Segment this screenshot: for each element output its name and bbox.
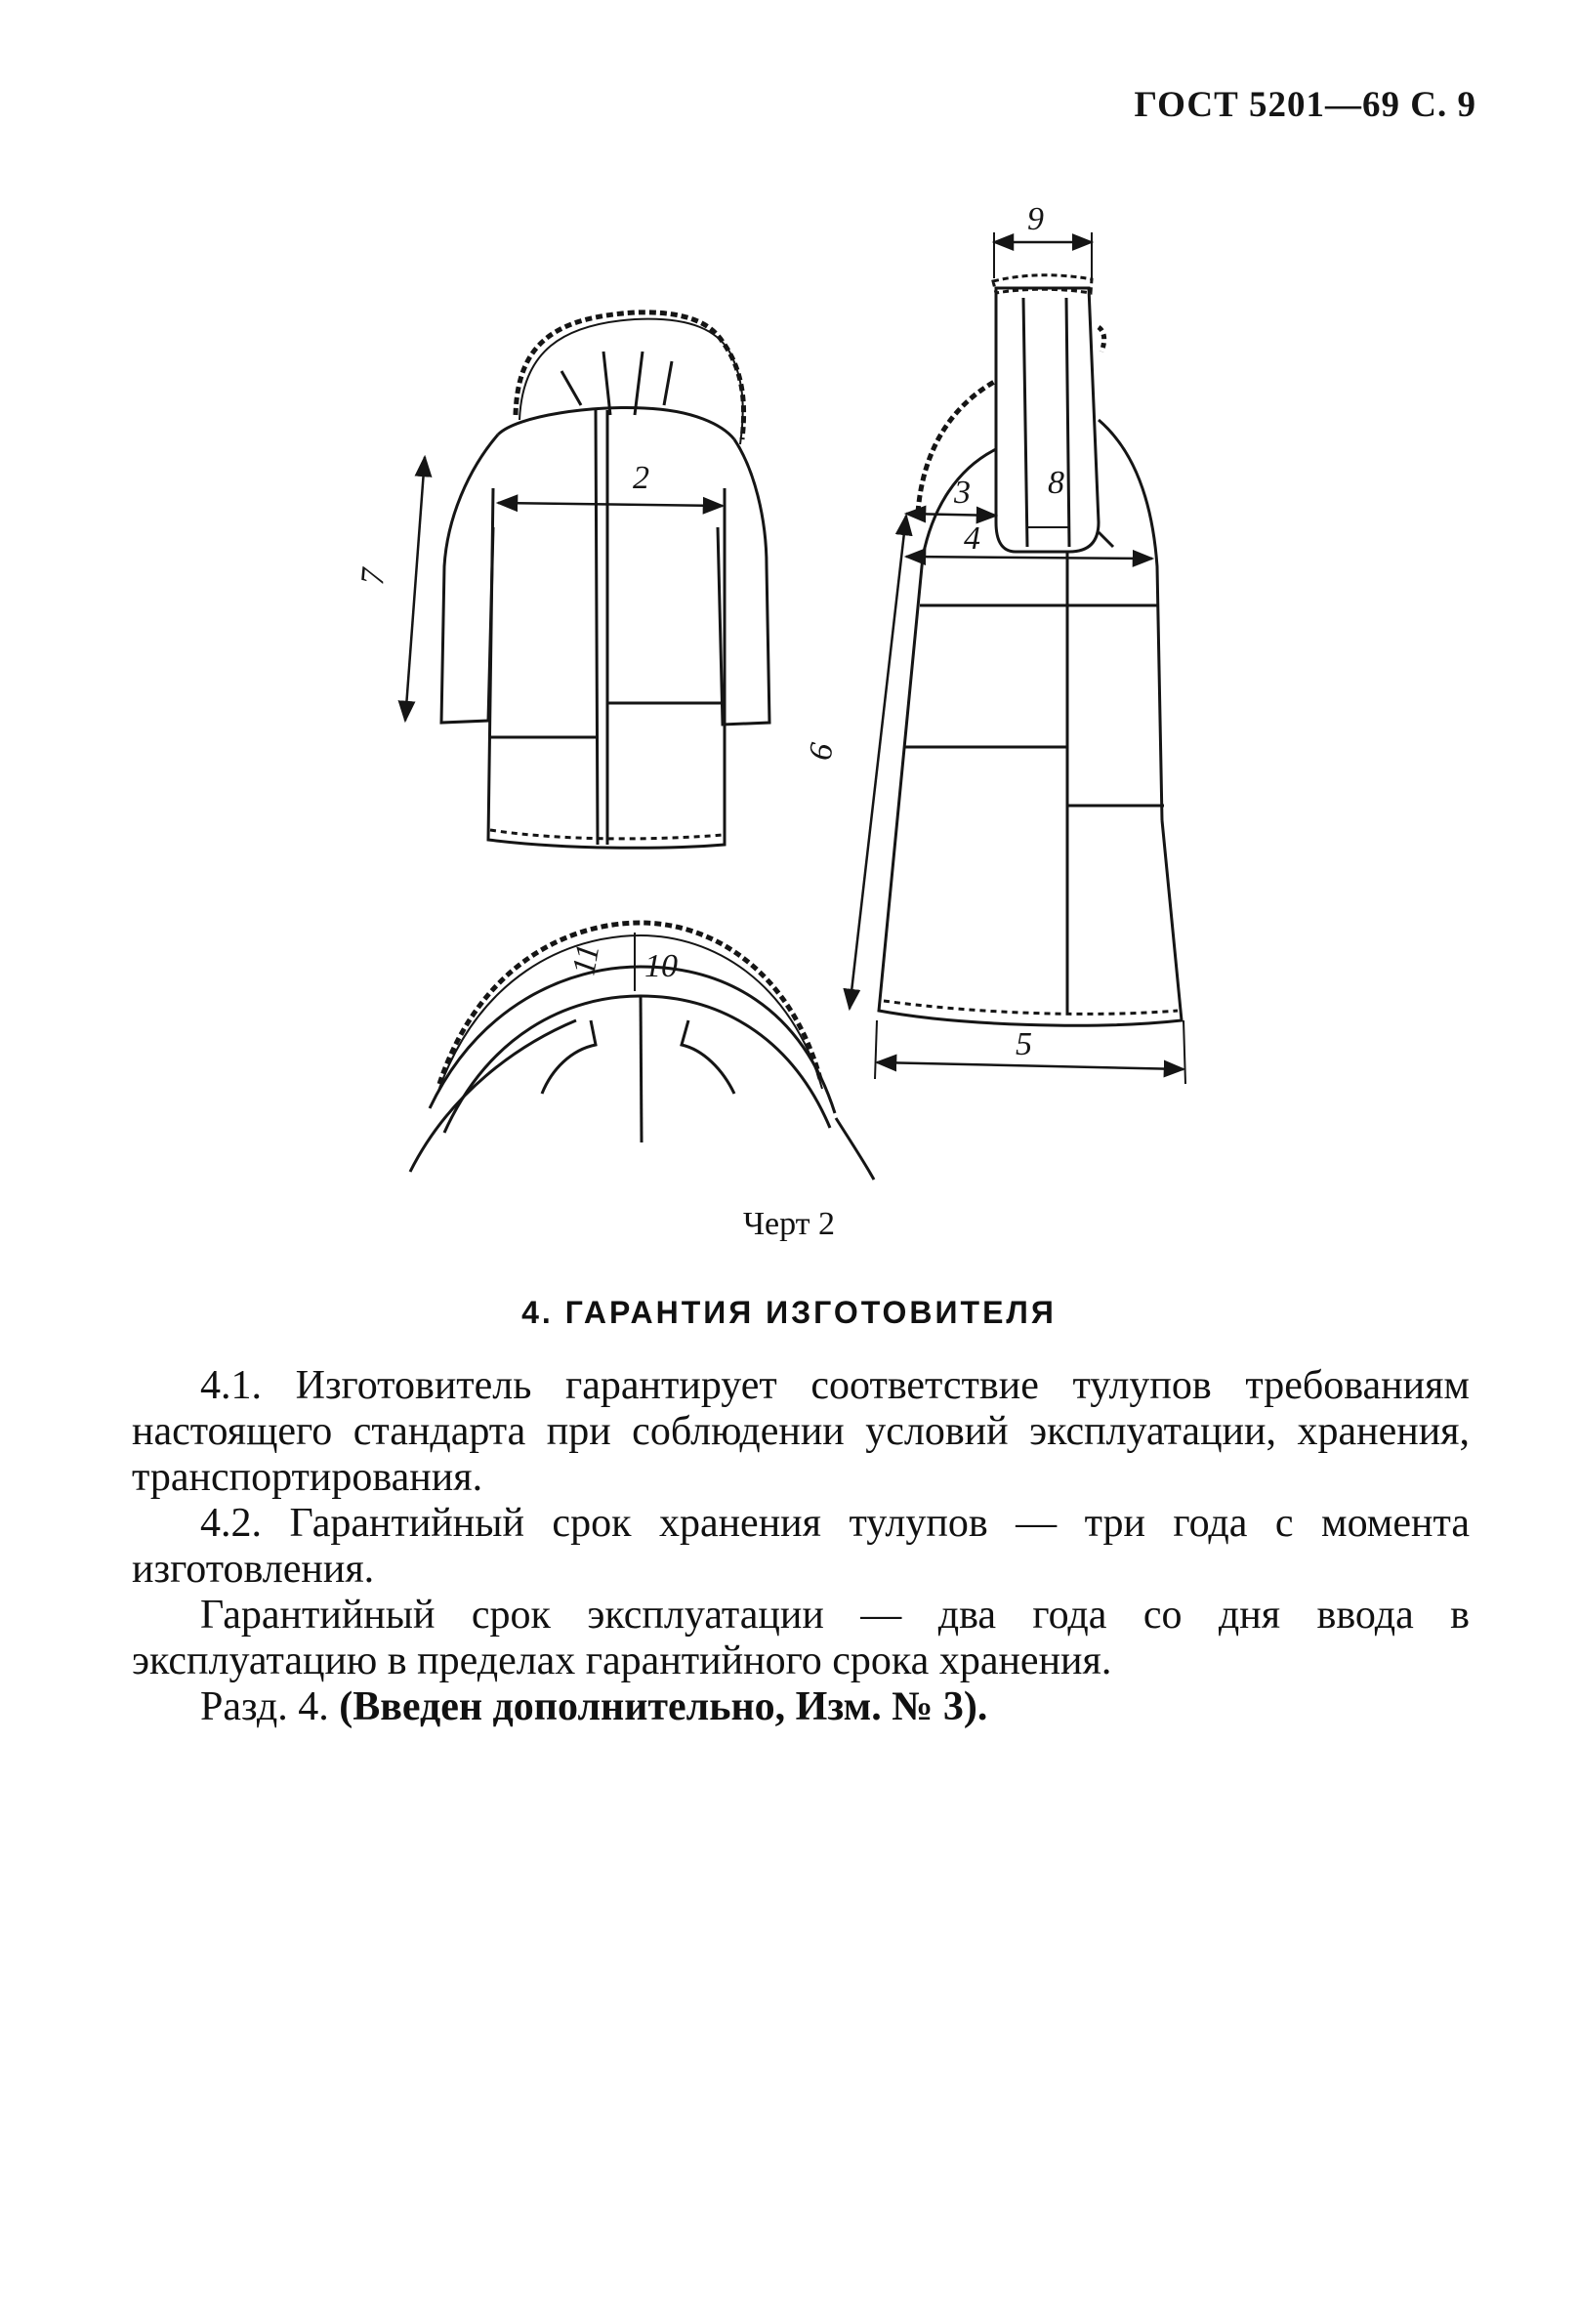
measure-8-label: 8: [1048, 465, 1064, 501]
measure-11-label: 11: [565, 940, 607, 978]
measure-3-label: 3: [954, 475, 971, 511]
paragraph-warranty-use: Гарантийный срок эксплуатации — два года со дня ввода в эксплуатацию в пределах гарантийного срока хранения.: [132, 1593, 1470, 1683]
measure-4-line: [906, 557, 1152, 559]
amendment-bold: (Введен дополнительно, Изм. № 3).: [339, 1684, 988, 1729]
measure-7-label: 7: [354, 566, 393, 587]
amendment-prefix: Разд. 4.: [200, 1684, 340, 1729]
section-heading: 4. ГАРАНТИЯ ИЗГОТОВИТЕЛЯ: [521, 1295, 1057, 1330]
measure-9-label: 9: [1027, 201, 1044, 237]
measure-5-line: [877, 1062, 1184, 1069]
coat-side-view: [879, 275, 1182, 1025]
measure-6-line: [850, 516, 906, 1009]
paragraph-amendment-note: [132, 1684, 1470, 1730]
paragraph-4-1: 4.1. Изготовитель гарантирует соответствие тулупов требованиям настоящего стандарта при соблюдении условий эксплуатации, хранения, транспортирования.: [132, 1363, 1470, 1500]
measure-4-label: 4: [964, 520, 980, 557]
paragraph-4-2: 4.2. Гарантийный срок хранения тулупов — три года с момента изготовления.: [132, 1501, 1470, 1592]
measure-5-label: 5: [1016, 1026, 1032, 1062]
measure-2-label: 2: [633, 460, 649, 496]
measure-2-line: [498, 503, 723, 506]
measure-6-label: 6: [802, 740, 841, 764]
section-body: [132, 1363, 1470, 1730]
coat-front-view: [441, 312, 769, 848]
hood-detail-view: [410, 923, 874, 1180]
measure-10-label: 10: [644, 948, 678, 984]
measure-7-line: [405, 457, 425, 721]
measure-3-line: [906, 514, 996, 516]
side-body: [879, 557, 1182, 1025]
figure-caption: Черт 2: [742, 1206, 836, 1242]
coat-measurement-figure: [354, 195, 1230, 1211]
side-hood: [996, 288, 1099, 552]
page-header: ГОСТ 5201—69 С. 9: [1134, 85, 1476, 125]
